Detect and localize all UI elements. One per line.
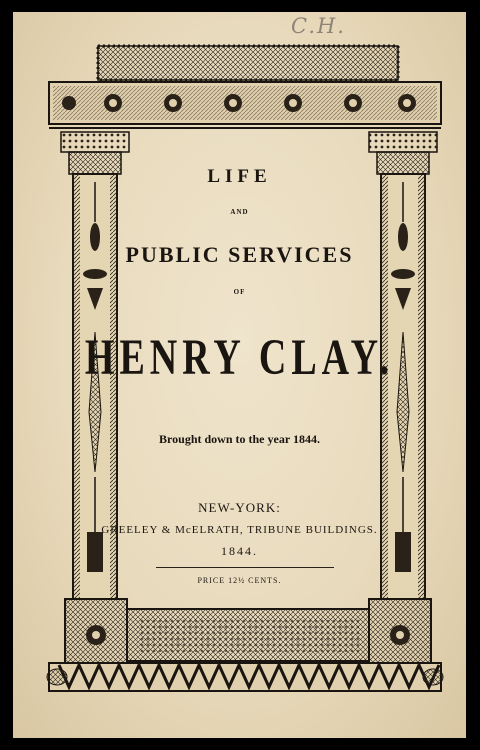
price-line: PRICE 12½ CENTS.: [197, 576, 282, 585]
banner: [98, 46, 398, 80]
top-entablature: [49, 82, 441, 128]
subtitle: Brought down to the year 1844.: [159, 432, 320, 446]
handwritten-initials: C.H.: [291, 14, 346, 38]
title-line-of: OF: [233, 288, 246, 296]
imprint-city: NEW-YORK:: [198, 500, 281, 515]
imprint-publisher: GREELEY & McELRATH, TRIBUNE BUILDINGS.: [101, 524, 378, 536]
title-name: HENRY CLAY.: [84, 329, 395, 387]
title-page: [13, 12, 466, 738]
title-line-public-services: PUBLIC SERVICES: [125, 242, 354, 267]
title-line-and: AND: [230, 208, 249, 216]
imprint-year: 1844.: [221, 544, 258, 558]
title-line-life: LIFE: [207, 166, 272, 187]
divider-rule: [156, 567, 334, 568]
